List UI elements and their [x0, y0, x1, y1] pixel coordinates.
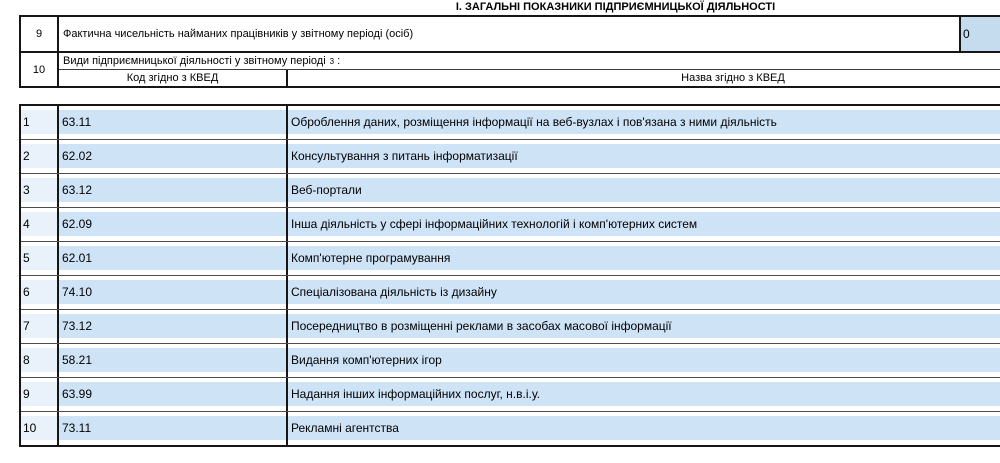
kved-code-cell	[59, 208, 288, 241]
kved-code-cell	[59, 106, 288, 139]
row-number: 5	[21, 246, 57, 270]
kved-table	[19, 104, 1000, 447]
kved-row	[21, 310, 1000, 344]
row9-number: 9	[21, 17, 57, 53]
row-number-cell	[21, 276, 59, 309]
kved-code-cell	[59, 140, 288, 173]
kved-code-field[interactable]: 62.09	[59, 212, 286, 236]
row-number: 2	[21, 144, 57, 168]
kved-code-field[interactable]: 63.99	[59, 382, 286, 406]
kved-code-field[interactable]: 73.12	[59, 314, 286, 338]
kved-name-field[interactable]: Інша діяльність у сфері інформаційних технологій і комп'ютерних систем	[288, 212, 1000, 236]
kved-row	[21, 378, 1000, 412]
row10-number: 10	[32, 63, 46, 76]
kved-row	[21, 208, 1000, 242]
section-title: І. ЗАГАЛЬНІ ПОКАЗНИКИ ПІДПРИЄМНИЦЬКОЇ ДІЯЛЬНОСТІ	[455, 1, 776, 13]
summary-number-column	[21, 17, 59, 86]
kved-row	[21, 106, 1000, 140]
kved-header-row	[59, 70, 1000, 86]
row-number: 7	[21, 314, 57, 338]
kved-name-cell	[288, 174, 1000, 207]
kved-name-field[interactable]: Рекламні агентства	[288, 416, 1000, 440]
summary-table	[19, 15, 1000, 88]
row-number: 1	[21, 110, 57, 134]
kved-name-field[interactable]: Спеціалізована діяльність із дизайну	[288, 280, 1000, 304]
row-number: 3	[21, 178, 57, 202]
row9	[59, 17, 1000, 53]
kved-name-cell	[288, 242, 1000, 275]
kved-row	[21, 276, 1000, 310]
kved-name-field[interactable]: Комп'ютерне програмування	[288, 246, 1000, 270]
kved-code-cell	[59, 276, 288, 309]
kved-code-cell	[59, 310, 288, 343]
kved-code-header: Код згідно з КВЕД	[59, 70, 288, 86]
row-number-cell	[21, 310, 59, 343]
activity-types-caption-suffix: :	[337, 55, 341, 67]
kved-code-cell	[59, 344, 288, 377]
kved-code-cell	[59, 174, 288, 207]
row-number-cell	[21, 106, 59, 139]
row-number-cell	[21, 378, 59, 411]
kved-code-field[interactable]: 62.01	[59, 246, 286, 270]
kved-name-cell	[288, 412, 1000, 445]
activity-types-caption	[59, 53, 1000, 70]
kved-code-field[interactable]: 58.21	[59, 348, 286, 372]
row-number-cell	[21, 412, 59, 445]
kved-name-cell	[288, 208, 1000, 241]
kved-code-field[interactable]: 63.11	[59, 110, 286, 134]
row-number: 6	[21, 280, 57, 304]
kved-code-cell	[59, 412, 288, 445]
kved-name-header: Назва згідно з КВЕД	[681, 72, 785, 84]
row-number-cell	[21, 344, 59, 377]
kved-name-cell	[288, 106, 1000, 139]
kved-name-cell	[288, 140, 1000, 173]
kved-code-field[interactable]: 63.12	[59, 178, 286, 202]
kved-name-cell	[288, 276, 1000, 309]
row-number: 9	[21, 382, 57, 406]
kved-name-cell	[288, 378, 1000, 411]
kved-row	[21, 140, 1000, 174]
kved-name-cell	[288, 344, 1000, 377]
employee-count-input[interactable]: 0	[959, 17, 1000, 51]
kved-name-field[interactable]: Видання комп'ютерних ігор	[288, 348, 1000, 372]
kved-row	[21, 242, 1000, 276]
kved-name-field[interactable]: Консультування з питань інформатизації	[288, 144, 1000, 168]
row-number-cell	[21, 242, 59, 275]
kved-name-field[interactable]: Посередництво в розміщенні реклами в засобах масової інформації	[288, 314, 1000, 338]
kved-name-field[interactable]: Веб-портали	[288, 178, 1000, 202]
row-number: 4	[21, 212, 57, 236]
kved-code-cell	[59, 242, 288, 275]
kved-row	[21, 344, 1000, 378]
row-number-cell	[21, 208, 59, 241]
kved-code-field[interactable]: 73.11	[59, 416, 286, 440]
summary-content-column	[59, 17, 1000, 86]
kved-name-cell	[288, 310, 1000, 343]
row-number-cell	[21, 174, 59, 207]
kved-name-field[interactable]: Оброблення даних, розміщення інформації на веб-вузлах і пов'язана з ними діяльність	[288, 110, 1000, 134]
kved-code-cell	[59, 378, 288, 411]
kved-name-field[interactable]: Надання інших інформаційних послуг, н.в.і.у.	[288, 382, 1000, 406]
row-number: 10	[21, 416, 57, 440]
kved-code-field[interactable]: 74.10	[59, 280, 286, 304]
row-number-cell	[21, 140, 59, 173]
row-number: 8	[21, 348, 57, 372]
kved-row	[21, 412, 1000, 445]
employee-count-label: Фактична чисельність найманих працівників у звітному періоді (осіб)	[63, 28, 414, 40]
activity-types-caption-text: Види підприємницької діяльності у звітному періоді	[63, 55, 326, 67]
kved-row	[21, 174, 1000, 208]
kved-code-field[interactable]: 62.02	[59, 144, 286, 168]
footnote-marker: 3	[329, 56, 335, 66]
